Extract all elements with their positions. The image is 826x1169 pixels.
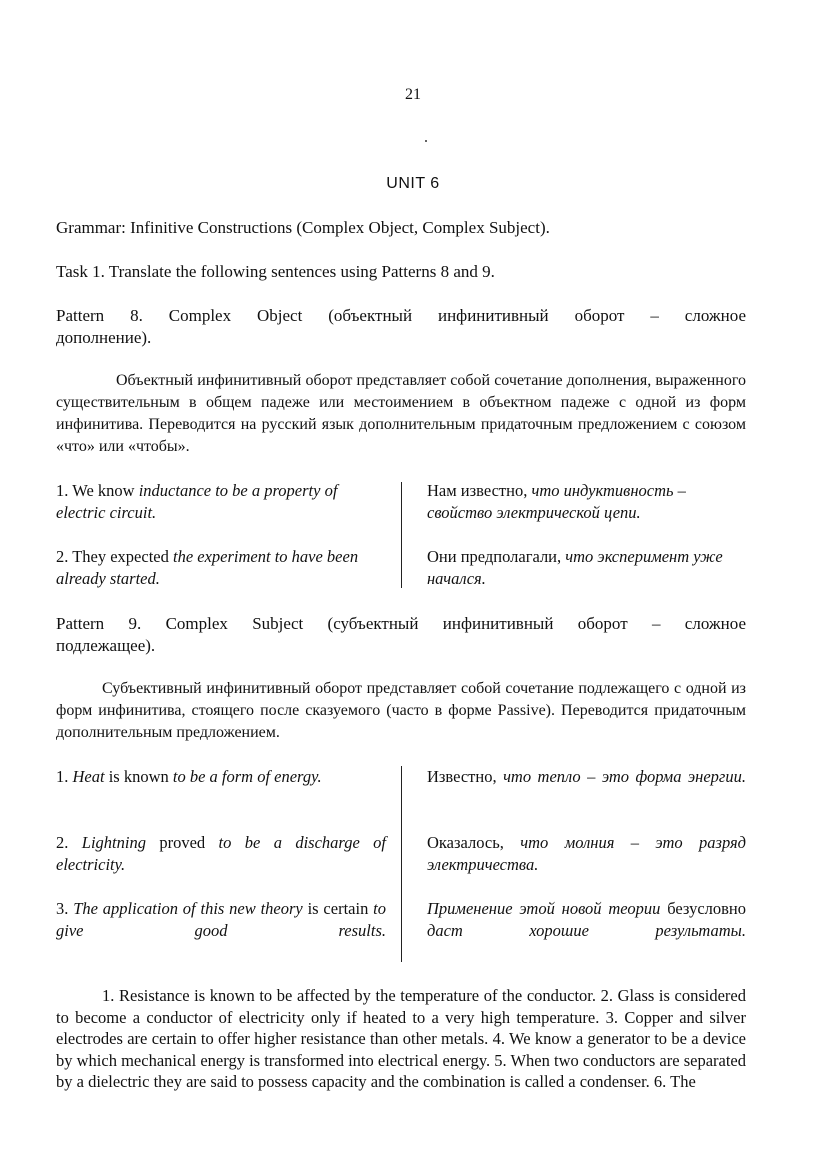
grammar-line: Grammar: Infinitive Constructions (Complex Object, Complex Subject). — [56, 218, 550, 237]
example-italic: что тепло – это форма энергии. — [503, 767, 746, 786]
example-text: Нам известно, — [427, 481, 532, 500]
pattern8-example2-russian — [427, 546, 746, 590]
pattern9-example2-english — [56, 832, 386, 876]
unit-title: UNIT 6 — [386, 175, 440, 192]
pattern9-heading-line1: Pattern 9. Complex Subject (субъектный инфинитивный оборот – сложное — [56, 614, 746, 633]
table-divider — [401, 766, 402, 962]
pattern8-example2-english — [56, 546, 386, 590]
page-number: 21 — [405, 86, 421, 103]
example-italic: что эксперимент уже начался. — [427, 547, 723, 588]
example-italic: inductance to be a property of electric circuit. — [56, 481, 338, 522]
pattern8-example1-russian — [427, 480, 746, 524]
example-text: 1. — [56, 767, 73, 786]
task-line: Task 1. Translate the following sentences using Patterns 8 and 9. — [56, 262, 495, 281]
example-text: 2. They expected — [56, 547, 173, 566]
example-text: is known — [104, 767, 173, 786]
example-italic: to give good results. — [56, 899, 387, 940]
example-text: Известно, — [427, 767, 504, 786]
example-text: безусловно — [660, 899, 746, 918]
example-italic: to be a discharge of electricity. — [56, 833, 387, 874]
example-text: 1. We know — [56, 481, 139, 500]
example-italic: to be a form of energy. — [172, 767, 322, 786]
example-text: proved — [145, 833, 219, 852]
pattern9-example1-russian — [427, 766, 746, 788]
example-italic: Heat — [72, 767, 105, 786]
example-text: Оказалось, — [427, 833, 521, 852]
example-italic: Применение этой новой теории — [427, 899, 661, 918]
example-italic: the experiment to have been already started. — [56, 547, 359, 588]
pattern8-examples-table — [56, 480, 746, 590]
pattern8-heading-line2: дополнение). — [56, 328, 152, 347]
example-text: 2. — [56, 833, 82, 852]
example-text: is certain — [302, 899, 374, 918]
pattern8-description: Объектный инфинитивный оборот представляет собой сочетание дополнения, выраженного существительным в общем падеже или местоимением в объектном падеже с одной из форм инфинитива. Переводится на русский язык дополнительным придаточным предложением с союзом «что» или «чтобы». — [56, 372, 746, 455]
pattern9-example3-english — [56, 898, 386, 942]
example-italic: The application of this new theory — [73, 899, 303, 918]
pattern9-description: Субъективный инфинитивный оборот представляет собой сочетание подлежащего с одной из форм инфинитива, стоящего после сказуемого (часто в форме Passive). Переводится придаточным дополнительным предложением. — [56, 680, 746, 741]
example-italic: что молния – это разряд электричества. — [427, 833, 746, 874]
pattern9-heading-line2: подлежащее). — [56, 636, 156, 655]
table-divider — [401, 482, 402, 588]
pattern9-example3-russian — [427, 898, 746, 942]
example-text: Они предполагали, — [427, 547, 566, 566]
scan-speck — [425, 140, 427, 142]
pattern9-example1-english — [56, 766, 386, 788]
example-text: 3. — [56, 899, 74, 918]
example-italic: Lightning — [81, 833, 146, 852]
example-italic: что индуктивность – свойство электрической цепи. — [427, 481, 686, 522]
pattern8-example1-english — [56, 480, 386, 524]
pattern8-heading-line1: Pattern 8. Complex Object (объектный инфинитивный оборот – сложное — [56, 306, 746, 325]
exercise-text: 1. Resistance is known to be affected by the temperature of the conductor. 2. Glass is considered to become a conductor of electricity only if heated to a very high temperature. 3. Copper and silver electrodes are certain to offer higher resistance than other metals. 4. We know a generator to be a device by which mechanical energy is transformed into electrical energy. 5. When two conductors are separated by a dielectric they are said to possess capacity and the combination is called a condenser. 6. The — [56, 986, 746, 1092]
example-italic: даст хорошие результаты. — [427, 921, 746, 940]
pattern9-examples-table — [56, 766, 746, 966]
pattern9-example2-russian — [427, 832, 746, 876]
